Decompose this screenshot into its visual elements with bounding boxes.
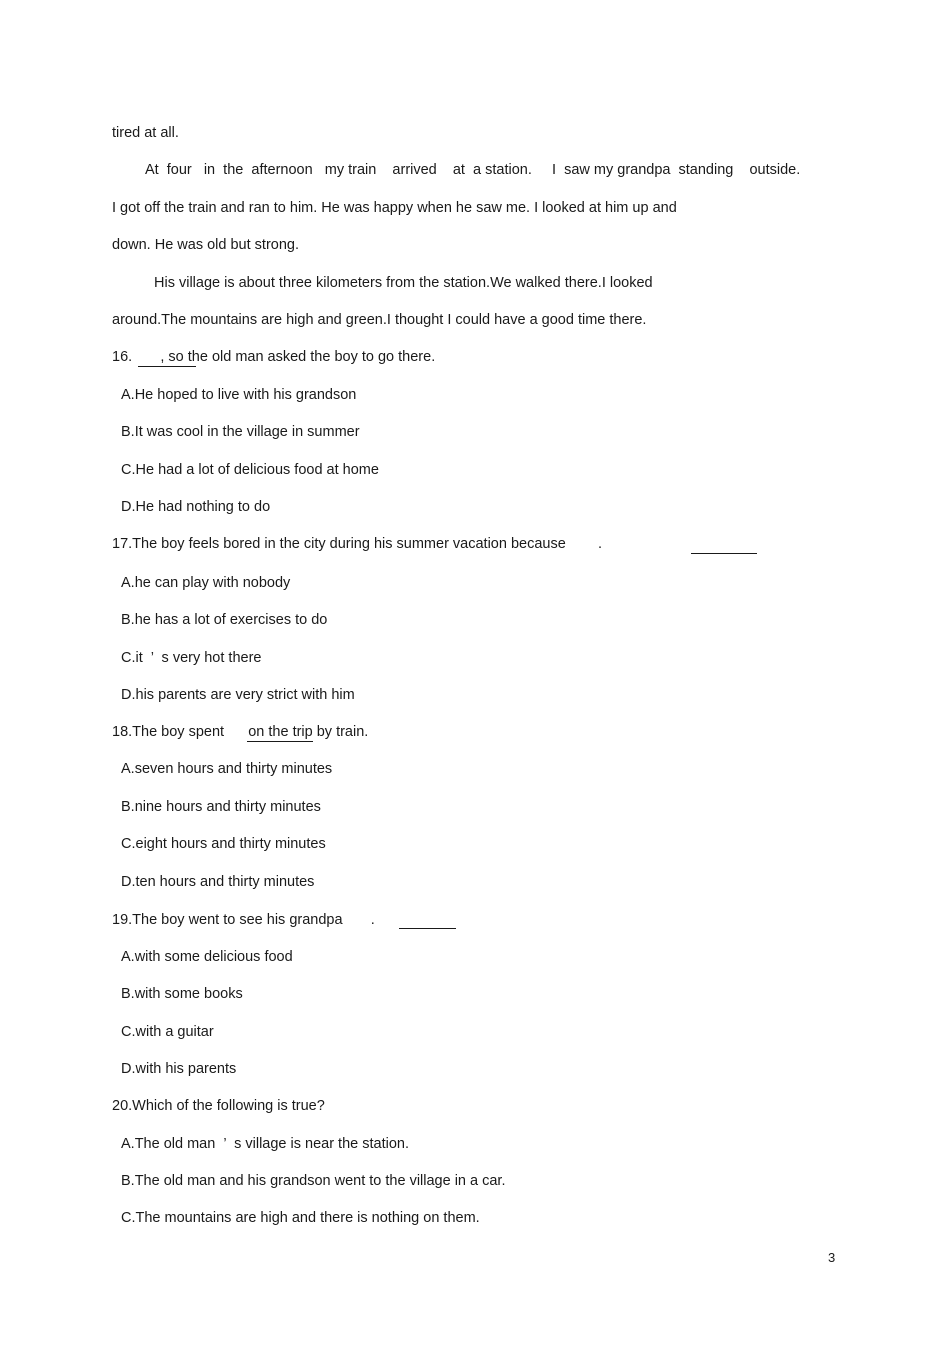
passage-line: down. He was old but strong. <box>112 237 299 253</box>
passage-line: tired at all. <box>112 125 179 141</box>
option-16-b: B.It was cool in the village in summer <box>121 424 360 440</box>
passage-line: His village is about three kilometers from the station.We walked there.I looked <box>154 275 653 291</box>
passage-line: around.The mountains are high and green.I thought I could have a good time there. <box>112 312 647 328</box>
option-19-d: D.with his parents <box>121 1061 237 1077</box>
question-18-stem: 18.The boy spent on the trip by train. <box>112 724 369 740</box>
page-number: 3 <box>828 1250 836 1265</box>
option-17-d: D.his parents are very strict with him <box>121 687 355 703</box>
option-19-a: A.with some delicious food <box>121 949 293 965</box>
answer-blank <box>138 366 196 367</box>
question-20-stem: 20.Which of the following is true? <box>112 1098 325 1114</box>
option-19-c: C.with a guitar <box>121 1024 214 1040</box>
option-16-c: C.He had a lot of delicious food at home <box>121 462 379 478</box>
option-20-c: C.The mountains are high and there is nothing on them. <box>121 1210 480 1226</box>
option-20-b: B.The old man and his grandson went to the village in a car. <box>121 1173 506 1189</box>
answer-blank <box>247 741 313 742</box>
option-17-c: C.it ’ s very hot there <box>121 650 262 666</box>
passage-line: At four in the afternoon my train arrived at a station. I saw my grandpa standing outside. <box>145 162 801 178</box>
answer-blank <box>399 928 456 929</box>
option-17-b: B.he has a lot of exercises to do <box>121 612 328 628</box>
option-18-a: A.seven hours and thirty minutes <box>121 761 333 777</box>
passage-line: I got off the train and ran to him. He was happy when he saw me. I looked at him up and <box>112 200 677 216</box>
question-19-stem: 19.The boy went to see his grandpa . <box>112 912 375 928</box>
option-18-b: B.nine hours and thirty minutes <box>121 799 321 815</box>
option-20-a: A.The old man ’ s village is near the station. <box>121 1136 409 1152</box>
option-16-a: A.He hoped to live with his grandson <box>121 387 357 403</box>
question-17-stem: 17.The boy feels bored in the city during his summer vacation because . <box>112 536 603 552</box>
option-18-c: C.eight hours and thirty minutes <box>121 836 326 852</box>
option-18-d: D.ten hours and thirty minutes <box>121 874 315 890</box>
answer-blank <box>691 553 757 554</box>
option-16-d: D.He had nothing to do <box>121 499 271 515</box>
option-19-b: B.with some books <box>121 986 243 1002</box>
question-16-stem: 16. , so the old man asked the boy to go there. <box>112 349 436 365</box>
option-17-a: A.he can play with nobody <box>121 575 291 591</box>
